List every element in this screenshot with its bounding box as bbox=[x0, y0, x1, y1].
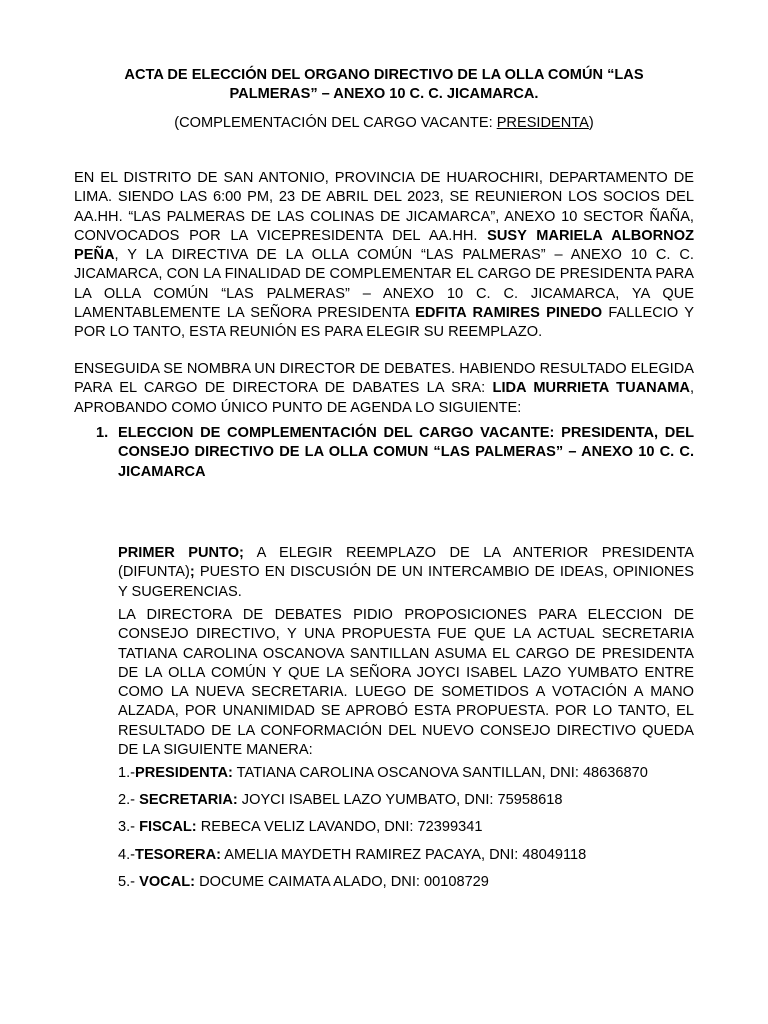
member-line-president bbox=[118, 764, 648, 783]
primer-punto-text-2: PUESTO EN DISCUSIÓN DE UN INTERCAMBIO DE IDEAS, OPINIONES Y SUGERENCIAS. bbox=[118, 564, 694, 600]
subtitle-text: (COMPLEMENTACIÓN DEL CARGO VACANTE: bbox=[174, 115, 497, 131]
member-prefix: 4.- bbox=[118, 847, 136, 863]
intro-text-3: FALLECIO Y POR LO TANTO, ESTA REUNIÓN ES PARA ELEGIR SU REEMPLAZO. bbox=[74, 305, 694, 341]
subtitle-close: ) bbox=[588, 115, 594, 131]
primer-punto-semicolon: ; bbox=[189, 564, 195, 581]
title-line-2: PALMERAS” – ANEXO 10 C. C. JICAMARCA. bbox=[229, 86, 539, 103]
member-prefix: 5.- bbox=[118, 874, 140, 890]
member-role: VOCAL: bbox=[139, 874, 196, 890]
member-role: FISCAL: bbox=[139, 819, 197, 835]
member-detail: REBECA VELIZ LAVANDO, DNI: 72399341 bbox=[196, 819, 483, 835]
intro-paragraph bbox=[74, 169, 694, 343]
primer-punto-paragraph bbox=[118, 544, 694, 602]
member-line-vocal bbox=[118, 873, 489, 892]
agenda-item-text: ELECCION DE COMPLEMENTACIÓN DEL CARGO VACANTE: PRESIDENTA, DEL CONSEJO DIRECTIVO DE LA OLLA COMUN “LAS PALMERAS” – ANEXO 10 C. C. JICAMARCA bbox=[118, 425, 694, 480]
primer-punto-label: PRIMER PUNTO; bbox=[118, 545, 244, 561]
primer-punto-text-1: A ELEGIR REEMPLAZO DE LA ANTERIOR PRESIDENTA (DIFUNTA) bbox=[118, 545, 694, 581]
document-subtitle bbox=[90, 114, 678, 133]
member-prefix: 1.- bbox=[118, 765, 136, 781]
intro-text-1: EN EL DISTRITO DE SAN ANTONIO, PROVINCIA DE HUAROCHIRI, DEPARTAMENTO DE LIMA. SIENDO LAS 6:00 PM, 23 DE ABRIL DEL 2023, SE REUNIERON LOS SOCIOS DEL AA.HH. “LAS PALMERAS DE LAS COLINAS DE JICAMARCA”, ANEXO 10 SECTOR ÑAÑA, CONVOCADOS POR LA VICEPRESIDENTA DEL AA.HH. bbox=[74, 170, 694, 244]
debates-director-name: LIDA MURRIETA TUANAMA bbox=[492, 380, 690, 397]
debates-text-1: ENSEGUIDA SE NOMBRA UN DIRECTOR DE DEBATES. HABIENDO RESULTADO ELEGIDA PARA EL CARGO DE DIRECTORA DE DABATES LA SRA: bbox=[74, 361, 694, 397]
member-detail: JOYCI ISABEL LAZO YUMBATO, DNI: 75958618 bbox=[237, 792, 563, 808]
subtitle-underlined-role: PRESIDENTA bbox=[496, 115, 589, 131]
member-line-fiscal bbox=[118, 818, 482, 837]
member-prefix: 3.- bbox=[118, 819, 140, 835]
debates-text-2: , APROBANDO COMO ÚNICO PUNTO DE AGENDA LO SIGUIENTE: bbox=[74, 380, 694, 416]
member-detail: AMELIA MAYDETH RAMIREZ PACAYA, DNI: 48049118 bbox=[220, 847, 587, 863]
intro-text-2: , Y LA DIRECTIVA DE LA OLLA COMÚN “LAS PALMERAS” – ANEXO 10 C. C. JICAMARCA, CON LA FINALIDAD DE COMPLEMENTAR EL CARGO DE PRESIDENTA PARA LA OLLA COMÚN “LAS PALMERAS” – ANEXO 10 C. C. JICAMARCA, YA QUE LAMENTABLEMENTE LA SEÑORA PRESIDENTA bbox=[74, 247, 694, 322]
member-line-secretary bbox=[118, 791, 562, 810]
debates-paragraph bbox=[74, 360, 694, 418]
member-prefix: 2.- bbox=[118, 792, 140, 808]
member-role: PRESIDENTA: bbox=[135, 765, 233, 781]
title-line-1: ACTA DE ELECCIÓN DEL ORGANO DIRECTIVO DE LA OLLA COMÚN “LAS bbox=[124, 67, 644, 83]
member-role: TESORERA: bbox=[135, 847, 221, 863]
member-detail: DOCUME CAIMATA ALADO, DNI: 00108729 bbox=[195, 874, 489, 890]
intro-vicepresident-name: SUSY MARIELA ALBORNOZ PEÑA bbox=[74, 227, 694, 264]
member-detail: TATIANA CAROLINA OSCANOVA SANTILLAN, DNI: 48636870 bbox=[232, 765, 648, 781]
intro-deceased-name: EDFITA RAMIRES PINEDO bbox=[415, 305, 603, 322]
proposal-paragraph: LA DIRECTORA DE DEBATES PIDIO PROPOSICIONES PARA ELECCION DE CONSEJO DIRECTIVO, Y UNA PROPUESTA FUE QUE LA ACTUAL SECRETARIA TATIANA CAROLINA OSCANOVA SANTILLAN ASUMA EL CARGO DE PRESIDENTA DE LA OLLA COMÚN Y QUE LA SEÑORA JOYCI ISABEL LAZO YUMBATO ENTRE COMO LA NUEVA SECRETARIA. LUEGO DE SOMETIDOS A VOTACIÓN A MANO ALZADA, POR UNANIMIDAD SE APROBÓ ESTA PROPUESTA. POR LO TANTO, EL RESULTADO DE LA CONFORMACIÓN DEL NUEVO CONSEJO DIRECTIVO QUEDA DE LA SIGUIENTE MANERA: bbox=[118, 607, 694, 759]
member-line-treasurer bbox=[118, 846, 586, 865]
document-title bbox=[90, 66, 678, 105]
member-role: SECRETARIA: bbox=[139, 792, 238, 808]
agenda-item-number: 1. bbox=[96, 425, 109, 441]
